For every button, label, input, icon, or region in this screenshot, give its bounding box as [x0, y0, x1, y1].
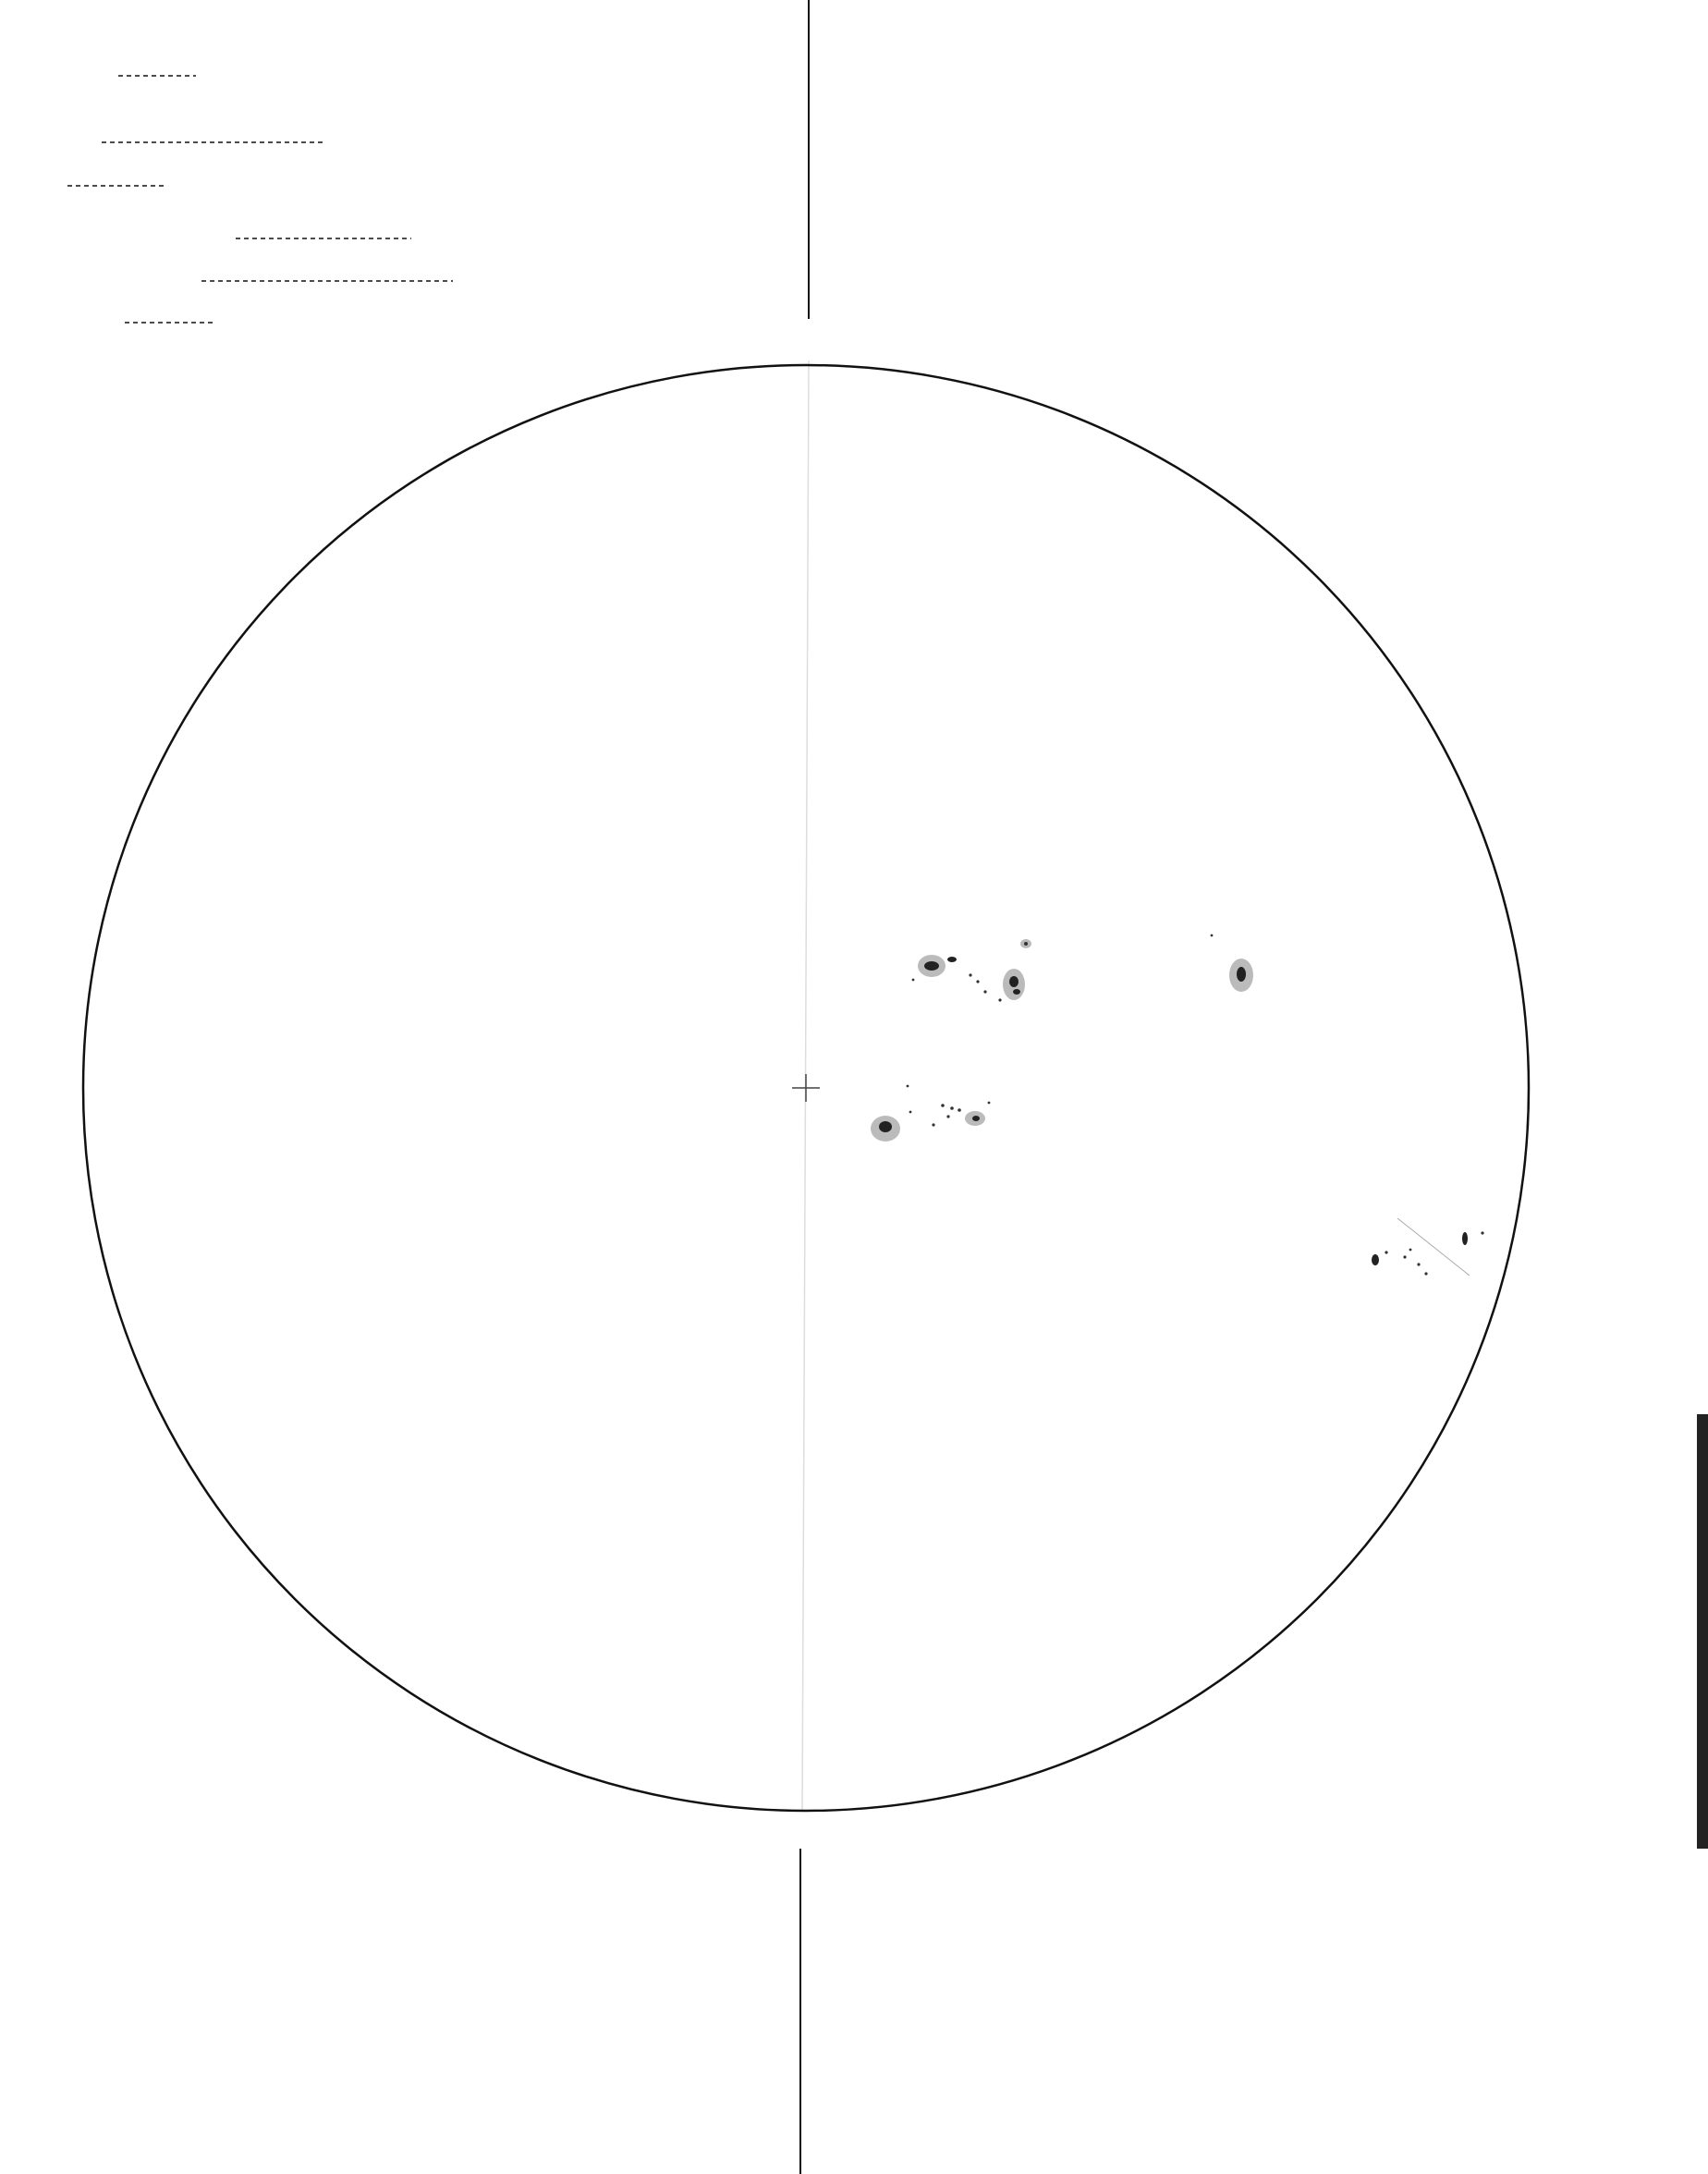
sunspot-group-31	[1211, 934, 1253, 992]
sunspot-group-35	[1397, 1218, 1484, 1276]
scan-edge-mark	[1697, 1414, 1708, 1849]
sunspot-group-33	[912, 939, 1031, 1002]
solar-disk	[83, 365, 1529, 1811]
sunspot-group-30	[871, 1085, 990, 1142]
sunspot-group-34	[1372, 1249, 1428, 1276]
